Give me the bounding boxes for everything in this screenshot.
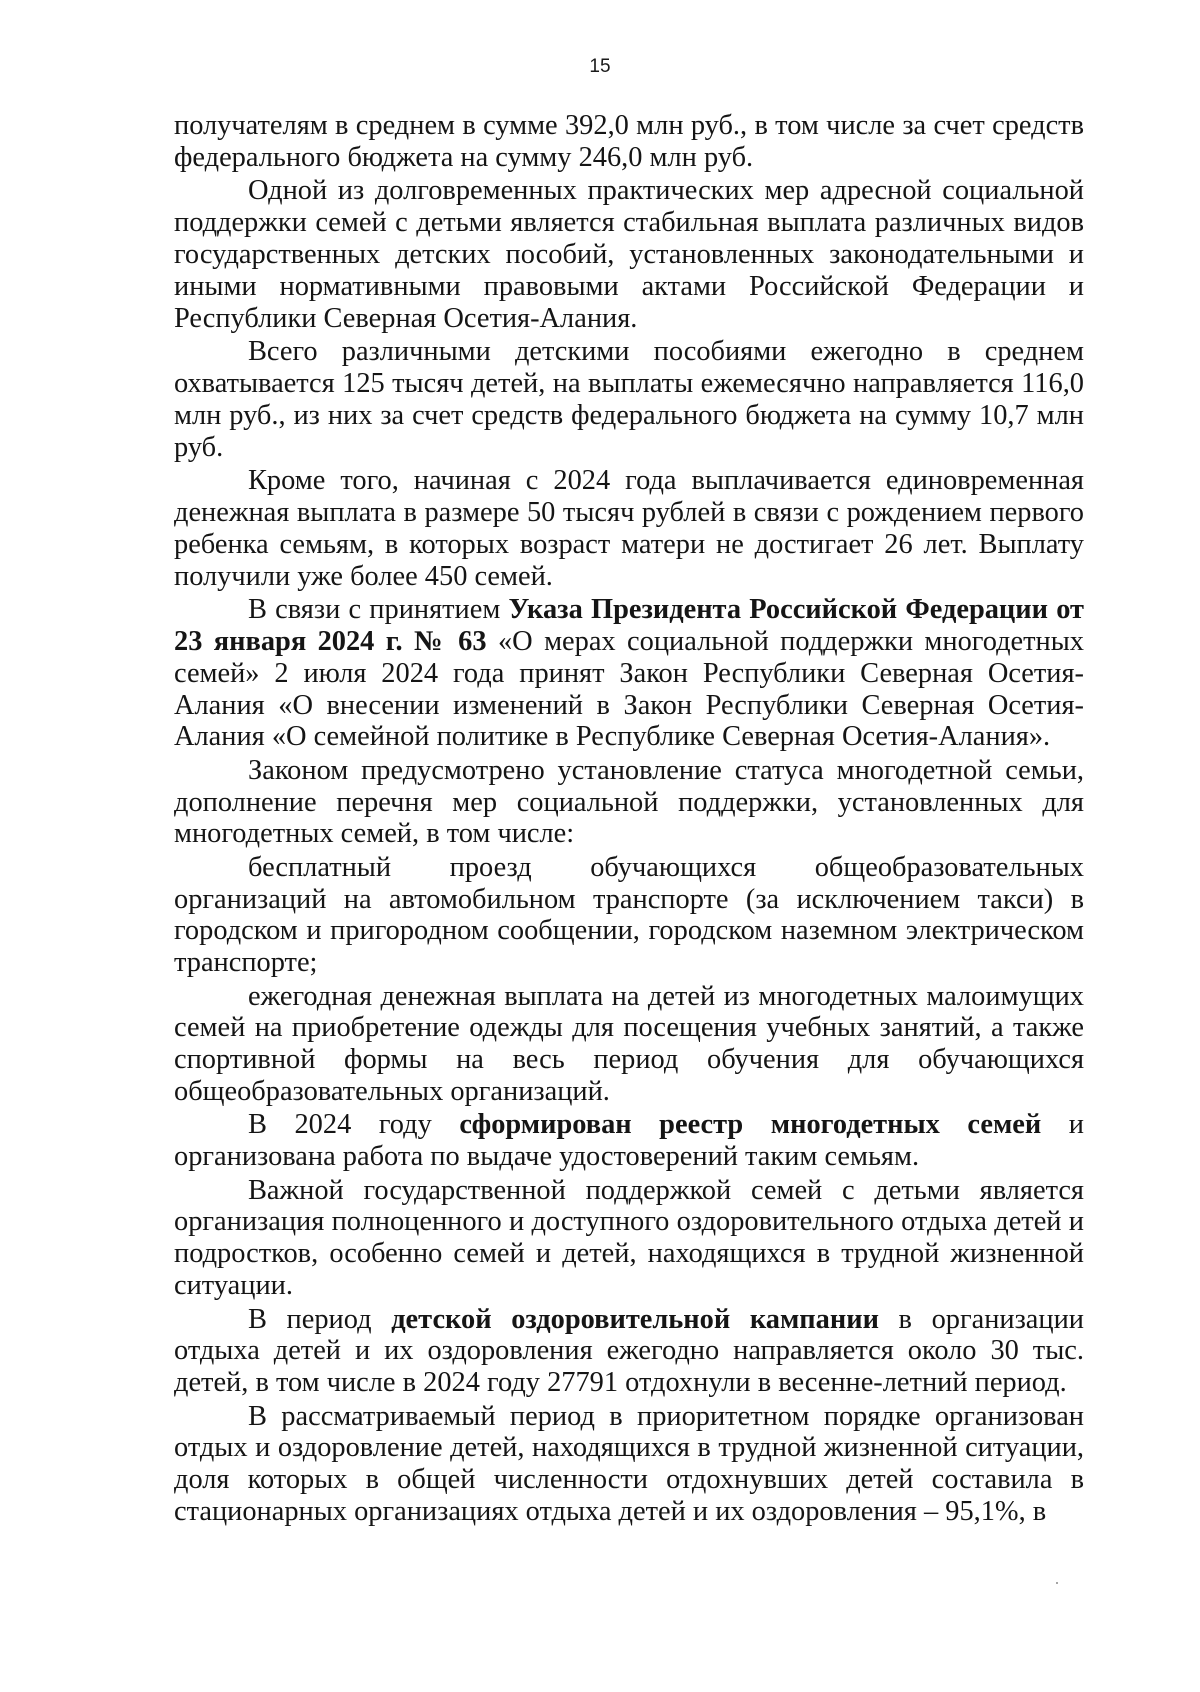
text-run: В связи с принятием xyxy=(248,593,509,625)
text-run: В 2024 году xyxy=(248,1109,460,1141)
text-run: бесплатный проезд обучающихся общеобразовательных организаций на автомобильном транспорте (за исключением такси) в городском и пригородном сообщении, городском наземном электрическом транспорте; xyxy=(174,851,1084,979)
paragraph-p11 xyxy=(174,1304,1084,1400)
paragraph-p12 xyxy=(174,1401,1084,1529)
document-body xyxy=(174,110,1084,1529)
paragraph-p5 xyxy=(174,594,1084,754)
text-run: Законом предусмотрено установление статуса многодетной семьи, дополнение перечня мер социальной поддержки, установленных для многодетных семей, в том числе: xyxy=(174,754,1084,850)
scan-speck xyxy=(1056,1582,1058,1584)
text-run: В период xyxy=(248,1303,392,1335)
paragraph-p8 xyxy=(174,981,1084,1109)
paragraph-p2 xyxy=(174,175,1084,335)
text-run: «О мерах социальной поддержки многодетных семей» 2 июля 2024 года принят Закон Республики Северная Осетия-Алания «О внесении изменений в Закон Республики Северная Осетия-Алания «О семейной политике в Республике Северная Осетия-Алания». xyxy=(174,625,1085,753)
text-run: Важной государственной поддержкой семей с детьми является организация полноценного и доступного оздоровительного отдыха детей и подростков, особенно семей и детей, находящихся в трудной жизненной ситуации. xyxy=(174,1174,1084,1302)
text-run: получателям в среднем в сумме 392,0 млн руб., в том числе за счет средств федерального бюджета на сумму 246,0 млн руб. xyxy=(174,110,1084,173)
text-run: Одной из долговременных практических мер адресной социальной поддержки семей с детьми является стабильная выплата различных видов государственных детских пособий, установленных законодательными и иными нормативными правовыми актами Российской Федерации и Республики Северная Осетия-Алания. xyxy=(174,175,1084,334)
page-number: 15 xyxy=(589,56,611,77)
paragraph-p3 xyxy=(174,336,1084,464)
text-run: В рассматриваемый период в приоритетном порядке организован отдых и оздоровление детей, находящихся в трудной жизненной ситуации, доля которых в общей численности отдохнувших детей составила в стационарных организациях отдыха детей и их оздоровления – 95,1%, в xyxy=(174,1400,1084,1528)
paragraph-p6 xyxy=(174,755,1084,851)
text-run: в организации отдыха детей и их оздоровления ежегодно направляется около 30 тыс. детей, в том числе в 2024 году 27791 отдохнули в весенне-летний период. xyxy=(174,1303,1084,1399)
bold-text-run: детской оздоровительной кампании xyxy=(391,1303,879,1335)
bold-text-run: сформирован реестр многодетных семей xyxy=(459,1109,1042,1141)
text-run: Кроме того, начиная с 2024 года выплачивается единовременная денежная выплата в размере 50 тысяч рублей в связи с рождением первого ребенка семьям, в которых возраст матери не достигает 26 лет. Выплату получили уже более 450 семей. xyxy=(174,464,1084,592)
text-run: ежегодная денежная выплата на детей из многодетных малоимущих семей на приобретение одежды для посещения учебных занятий, а также спортивной формы на весь период обучения для обучающихся общеобразовательных организаций. xyxy=(174,980,1084,1108)
paragraph-p7 xyxy=(174,852,1084,980)
paragraph-p4 xyxy=(174,465,1084,593)
bold-text-run: Указа Президента Российской Федерации от 23 января 2024 г. № 63 xyxy=(174,593,1084,657)
text-run: и организована работа по выдаче удостоверений таким семьям. xyxy=(174,1109,1084,1173)
text-run: Всего различными детскими пособиями ежегодно в среднем охватывается 125 тысяч детей, на выплаты ежемесячно направляется 116,0 млн руб., из них за счет средств федерального бюджета на сумму 10,7 млн руб. xyxy=(174,335,1084,463)
paragraph-p9 xyxy=(174,1109,1084,1173)
paragraph-p1 xyxy=(174,110,1084,174)
paragraph-p10 xyxy=(174,1175,1084,1303)
